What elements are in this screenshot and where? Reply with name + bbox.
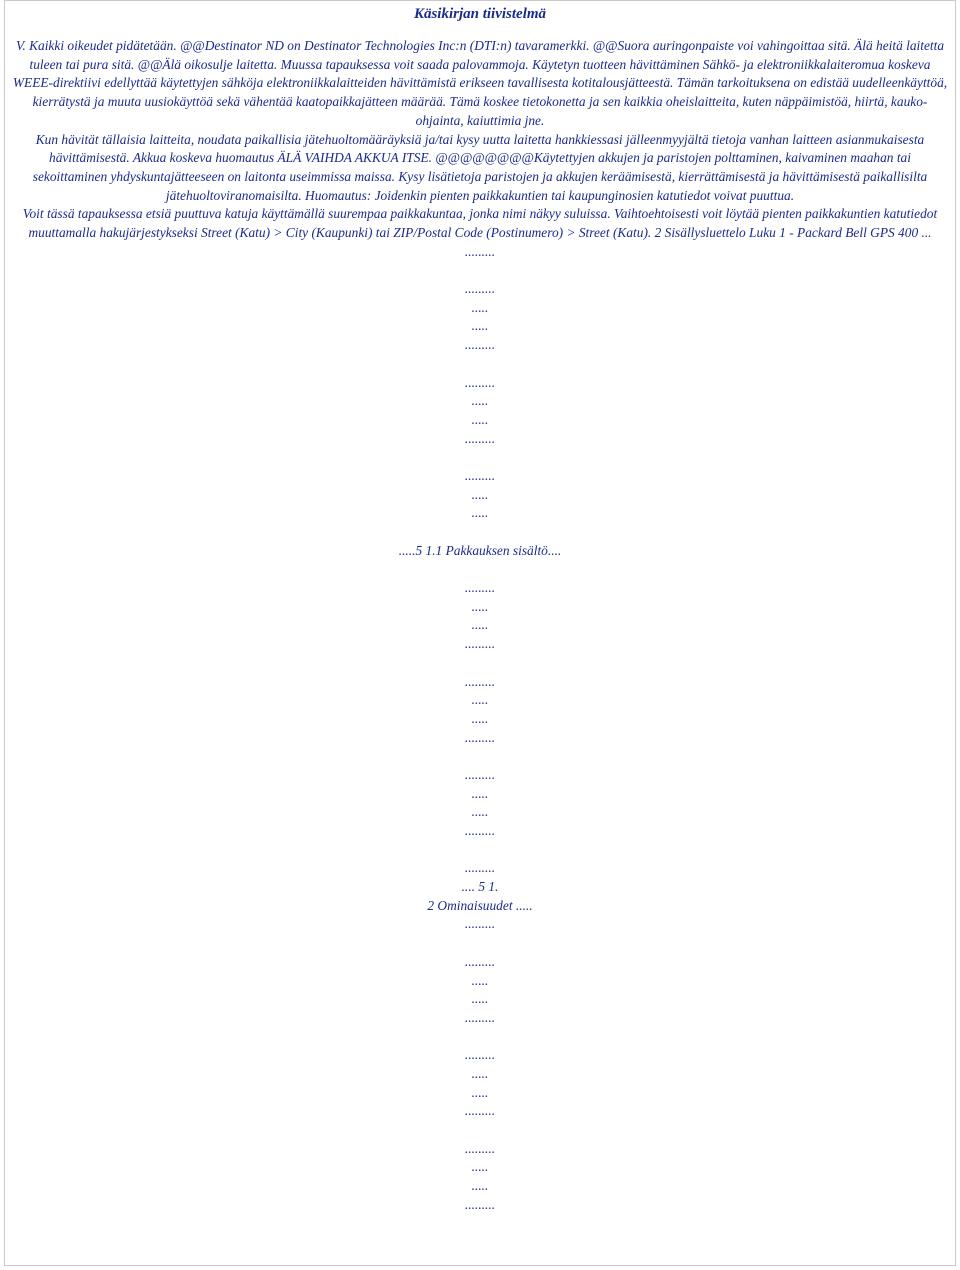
toc-line: ......... <box>464 1009 496 1025</box>
toc-line: ......... <box>464 766 496 782</box>
toc-line: ......... <box>464 467 496 483</box>
toc-line <box>5 523 955 542</box>
toc-line <box>5 355 955 374</box>
toc-line: ..... <box>471 972 489 988</box>
toc-line: ......... <box>464 673 496 689</box>
toc-line: ..... <box>471 1065 489 1081</box>
toc-line: ..... <box>471 505 489 521</box>
toc-line: ......... <box>464 430 496 446</box>
toc-line: ......... <box>464 1103 496 1119</box>
toc-line: ..... <box>471 692 489 708</box>
toc-line: ..... <box>471 991 489 1007</box>
toc-line: ......... <box>464 729 496 745</box>
toc-line: ..... <box>471 785 489 801</box>
table-of-contents <box>5 243 955 1215</box>
toc-line: ......... <box>464 636 496 652</box>
toc-line <box>5 560 955 579</box>
document-title: Käsikirjan tiivistelmä <box>413 6 547 22</box>
toc-line: ......... <box>464 1140 496 1156</box>
toc-line: ......... <box>464 374 496 390</box>
document-page <box>4 0 956 1266</box>
toc-line: ..... <box>471 411 489 427</box>
toc-line <box>5 747 955 766</box>
toc-line: ..... <box>471 710 489 726</box>
toc-line: ..... <box>471 1084 489 1100</box>
paragraph-1: V. Kaikki oikeudet pidätetään. @@Destinator ND on Destinator Technologies Inc:n (DTI:n) tavaramerkki. @@Suora auringonpaiste voi vahingoittaa sitä. Älä heitä laitetta tuleen tai pura sitä. @@Älä oikosulje laitetta. Muussa tapauksessa voit saada palovammoja. Käytetyn tuotteen hävittäminen Sähkö- ja elektroniikkalaiteromua koskeva WEEE-direktiivi edellyttää käytettyjen sähköja elektroniikkalaitteiden hävittämistä erikseen tavallisesta kotitalousjätteestä. Tämän tarkoituksena on edistää uudelleenkäyttöä, kierrätystä ja muuta uusiokäyttöä sekä vähentää kaatopaikkajätteen määrää. Tämä koskee tietokonetta ja sen kaikkia oheislaitteita, kuten näppäimistöä, hiirtä, kauko-ohjainta, kaiuttimia jne. <box>12 38 948 128</box>
toc-line: ......... <box>464 1047 496 1063</box>
toc-line: ..... <box>471 598 489 614</box>
paragraph-2: Kun hävität tällaisia laitteita, noudata paikallisia jätehuoltomääräyksiä ja/tai kysy uutta laitetta hankkiessasi jälleenmyyjältä tietoja vanhan laitteen asianmukaisesta hävittämisestä. Akkua koskeva huomautus ÄLÄ VAIHDA AKKUA ITSE. @@@@@@@@Käytettyjen akkujen ja paristojen polttaminen, kaivaminen maahan tai sekoittaminen yhdyskuntajätteeseen on laitonta useimmissa maissa. Kysy lisätietoja paristojen ja akkujen keräämisestä, kierrättämisestä ja hävittämisestä paikallisilta jätehuoltoviranomaisilta. Huomautus: Joidenkin pienten paikkakuntien tai kaupunginosien katutiedot voivat puuttua. <box>32 131 928 203</box>
toc-line: .... 5 1. <box>461 879 499 895</box>
toc-line: ..... <box>471 804 489 820</box>
toc-line: ......... <box>464 916 496 932</box>
toc-line: ..... <box>471 1159 489 1175</box>
toc-line: ......... <box>464 337 496 353</box>
toc-line <box>5 841 955 860</box>
toc-line: ......... <box>464 580 496 596</box>
toc-line: ......... <box>464 281 496 297</box>
toc-line: ......... <box>464 953 496 969</box>
toc-line: ..... <box>471 299 489 315</box>
toc-line <box>5 654 955 673</box>
toc-line <box>5 1121 955 1140</box>
toc-line: ......... <box>464 1196 496 1212</box>
toc-line: ..... <box>471 617 489 633</box>
toc-line: ......... <box>464 823 496 839</box>
toc-line <box>5 261 955 280</box>
paragraph-3: Voit tässä tapauksessa etsiä puuttuva katuja käyttämällä suurempaa paikkakuntaa, jonka nimi näkyy suluissa. Vaihtoehtoisesti voit löytää pienten paikkakuntien katutiedot muuttamalla hakujärjestykseksi Street (Katu) > City (Kaupunki) tai ZIP/Postal Code (Postinumero) > Street (Katu). 2 Sisällysluettelo Luku 1 - Packard Bell GPS 400 ... <box>22 206 938 241</box>
toc-line: ..... <box>471 486 489 502</box>
toc-line <box>5 934 955 953</box>
toc-line: ..... <box>471 318 489 334</box>
document-body <box>5 37 955 243</box>
toc-line: ..... <box>471 393 489 409</box>
toc-line: .....5 1.1 Pakkauksen sisältö.... <box>398 542 562 558</box>
toc-line <box>5 448 955 467</box>
toc-line: ..... <box>471 1178 489 1194</box>
toc-line <box>5 1028 955 1047</box>
toc-line: ......... <box>464 860 496 876</box>
toc-line: ......... <box>464 243 496 259</box>
toc-line: 2 Ominaisuudet ..... <box>427 897 533 913</box>
